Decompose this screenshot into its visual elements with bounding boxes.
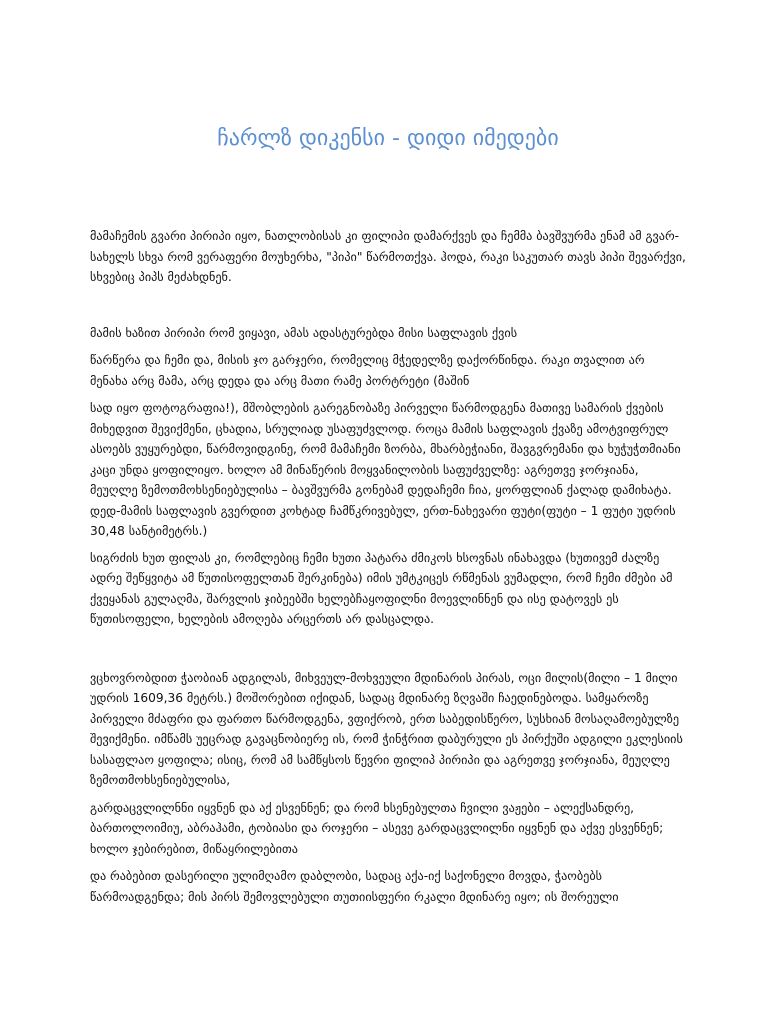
paragraph-1: მამაჩემის გვარი პირიპი იყო, ნათლობისას კი ფილიპი დამარქვეს და ჩემმა ბავშვურმა ენამ ამ გვარ-სახელს სხვა რომ ვერაფერი მოუხერხა, "პიპი" წარმოთქვა. ჰოდა, რაკი საკუთარ თავს პიპი შევარქვი, სხვებიც პიპს მეძახდნენ. — [90, 229, 686, 284]
document-title: ჩარლზ დიკენსი - დიდი იმედები — [217, 126, 559, 151]
paragraph-7: გარდაცვლილნნი იყვნენ და აქ ესვენნენ; და რომ ხსენებულთა ჩვილი ვაჟები – ალექსანდრე, ბართოლოიმიუ, აბრაჰამი, ტობიასი და როჯერი – ასევე გარდაცვლილნი იყვნენ და აქვე ესვენნენ; ხოლო ჯებირებით, მიწაყრილებითა — [90, 800, 664, 856]
paragraph-4: სად იყო ფოტოგრაფია!), მშობლების გარეგნობაზე პირველი წარმოდგენა მათივე სამარის ქვების მიხედვით შევიქმენი, ცხადია, სრულიად უსაფუძვლოდ. როცა მამის საფლავის ქვაზე ამოტვიფრულ ასოებს ვუყურებდი, წარმოვიდგინე, რომ მამაჩემი ზორბა, მხარბეჭიანი, შავგვრემანი და ხუჭუჭთმიანი კაცი უნდა ყოფილიყო. ხოლო ამ მინაწერის მოყვანილობის საფუძველზე: აგრეთვე ჯორჯიანა, მეუღლე ზემოთმოხსენიებულისა – ბავშვურმა გონებამ დედაჩემი ჩია, ყორფლიან ქალად დამიხატა. დედ-მამის საფლავის გვერდით კოხტად ჩამწკრივებულ, ერთ-ნახევარი ფუტი(ფუტი – 1 ფუტი უდრის 30,48 სანტიმეტრს.) — [90, 401, 681, 538]
paragraph-5: სიგრძის ხუთ ფილას კი, რომლებიც ჩემი ხუთი პატარა ძმიკოს ხსოვნას ინახავდა (ხუთივემ ძალზე ადრე შეწყვიტა ამ წუთისოფელთან შერკინება) იმის უმტკიცეს რწმენას ვუმადლი, რომ ჩემი ძმები ამ ქვეყანას გულაღმა, შარვლის ჯიბეებში ხელებჩაყოფილნი მოევლინნენ და ისე დატოვეს ეს წუთისოფელი, ხელების ამოღება არცერთს არ დასცალდა. — [90, 550, 673, 626]
paragraph-6: ვცხოვრობდით ჭაობიან ადგილას, მიხვეულ-მოხვეული მდინარის პირას, ოცი მილის(მილი – 1 მილი უდრის 1609,36 მეტრს.) მოშორებით იქიდან, სადაც მდინარე ზღვაში ჩაედინებოდა. სამყაროზე პირველი მძაფრი და ფართო წარმოდგენა, ვფიქრობ, ერთ საბედისწერო, სუსხიან მოსაღამოებულზე შევიქმენი. იმწამს უეცრად გავაცნობიერე ის, რომ ჭინჭრით დაბურული ეს პირქუში ადგილი ეკლესიის სასაფლაო ყოფილა; ისიც, რომ ამ სამწყსოს წევრი ფილიპ პირიპი და აგრეთვე ჯორჯიანა, მეუღლე ზემოთმოხსენიებულისა, — [90, 670, 683, 787]
paragraph-8: და რაბებით დასერილი ულიმღამო დაბლობი, სადაც აქა-იქ საქონელი მოვდა, ჭაობებს წარმოადგენდა; მის პირს შემოვლებული თუთიისფერი რკალი მდინარე იყო; ის შორეული — [90, 869, 619, 904]
paragraph-2: მამის ხაზით პირიპი რომ ვიყავი, ამას ადასტურებდა მისი საფლავის ქვის — [90, 325, 518, 340]
paragraph-3: წარწერა და ჩემი და, მისის ჯო გარჯერი, რომელიც მჭედელზე დაქორწინდა. რაკი თვალით არ მენახა არც მამა, არც დედა და არც მათი რამე პორტრეტი (მაშინ — [90, 353, 645, 388]
